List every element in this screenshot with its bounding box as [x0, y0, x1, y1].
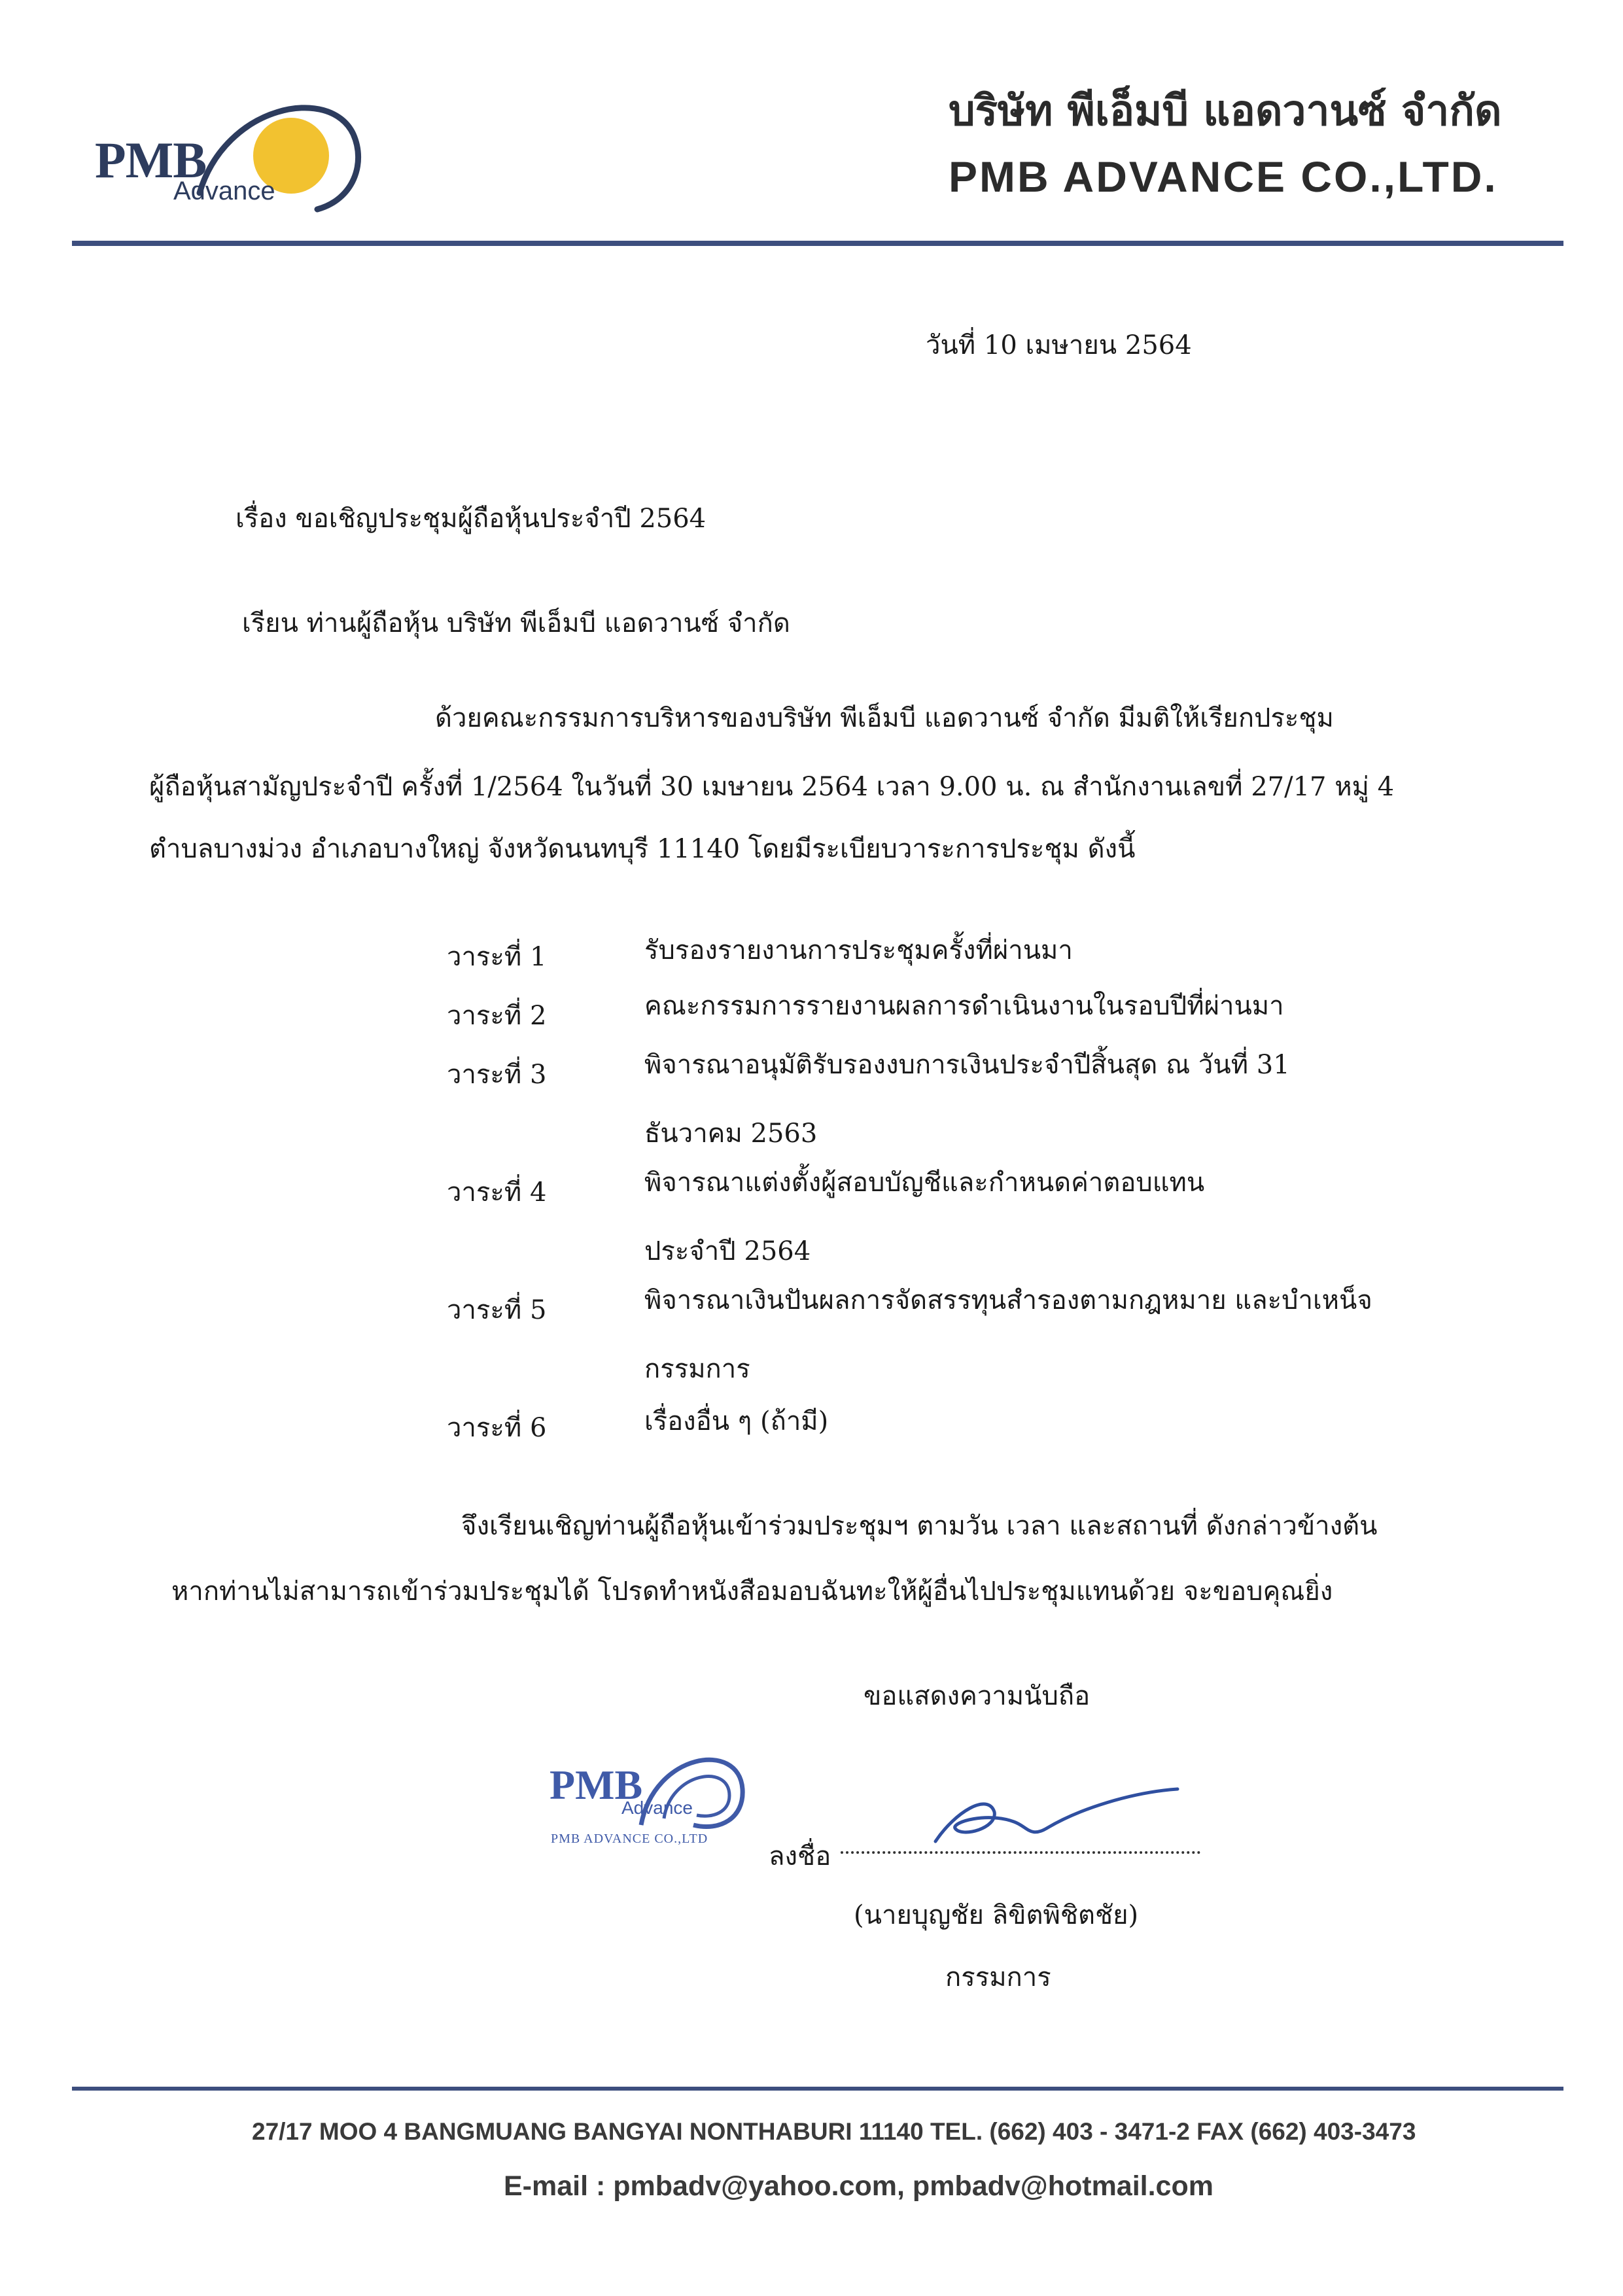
signature-label: ลงชื่อ — [769, 1841, 831, 1871]
logo-wordmark: PMB — [95, 131, 207, 188]
footer-email: E-mail : pmbadv@yahoo.com, pmbadv@hotmail.com — [504, 2170, 1213, 2202]
agenda-item-continued: กรรมการ — [644, 1354, 750, 1384]
agenda-number: วาระที่ 1 — [447, 942, 547, 972]
handwritten-signature — [916, 1766, 1191, 1851]
letter-subject: เรื่อง ขอเชิญประชุมผู้ถือหุ้นประจำปี 2564 — [236, 504, 707, 534]
agenda-item: พิจารณาเงินปันผลการจัดสรรทุนสำรองตามกฎหมาย และบำเหน็จ — [644, 1285, 1372, 1315]
agenda-item: พิจารณาอนุมัติรับรองงบการเงินประจำปีสิ้นสุด ณ วันที่ 31 — [644, 1050, 1290, 1080]
paragraph-line: หากท่านไม่สามารถเข้าร่วมประชุมได้ โปรดทำหนังสือมอบฉันทะให้ผู้อื่นไปประชุมแทนด้วย จะขอบคุณยิ่ง — [171, 1576, 1333, 1607]
agenda-item: รับรองรายงานการประชุมครั้งที่ผ่านมา — [644, 935, 1073, 965]
footer-address: 27/17 MOO 4 BANGMUANG BANGYAI NONTHABURI 11140 TEL. (662) 403 - 3471-2 FAX (662) 403-3473 — [252, 2118, 1416, 2145]
signature-line — [841, 1851, 1200, 1854]
agenda-number: วาระที่ 2 — [447, 1001, 547, 1031]
letter-salutation: เรียน ท่านผู้ถือหุ้น บริษัท พีเอ็มบี แอดวานซ์ จำกัด — [242, 608, 790, 638]
signer-name: (นายบุญชัย ลิขิตพิชิตชัย) — [854, 1900, 1139, 1930]
agenda-number: วาระที่ 4 — [447, 1177, 547, 1208]
company-name-thai: บริษัท พีเอ็มบี แอดวานซ์ จำกัด — [949, 87, 1502, 135]
agenda-number: วาระที่ 3 — [447, 1060, 547, 1090]
agenda-item: พิจารณาแต่งตั้งผู้สอบบัญชีและกำหนดค่าตอบแทน — [644, 1168, 1205, 1198]
paragraph-line: จึงเรียนเชิญท่านผู้ถือหุ้นเข้าร่วมประชุมฯ ตามวัน เวลา และสถานที่ ดังกล่าวข้างต้น — [461, 1511, 1378, 1541]
company-logo — [95, 78, 370, 216]
logo-subtitle: Advance — [173, 177, 275, 205]
seal-wordmark: PMB — [550, 1762, 643, 1808]
footer-divider — [72, 2087, 1563, 2091]
agenda-number: วาระที่ 5 — [447, 1295, 547, 1325]
agenda-item-continued: ธันวาคม 2563 — [644, 1119, 818, 1149]
signer-position: กรรมการ — [945, 1962, 1051, 1992]
header-divider — [72, 241, 1563, 246]
seal-subtitle: Advance — [621, 1798, 693, 1818]
company-seal — [543, 1727, 759, 1858]
company-name-english: PMB ADVANCE CO.,LTD. — [949, 152, 1498, 201]
paragraph-line: ด้วยคณะกรรมการบริหารของบริษัท พีเอ็มบี แอดวานซ์ จำกัด มีมติให้เรียกประชุม — [435, 703, 1334, 733]
closing-phrase: ขอแสดงความนับถือ — [864, 1681, 1091, 1711]
agenda-item: เรื่องอื่น ๆ (ถ้ามี) — [644, 1406, 829, 1436]
seal-company-name: PMB ADVANCE CO.,LTD — [551, 1832, 708, 1846]
paragraph-line: ผู้ถือหุ้นสามัญประจำปี ครั้งที่ 1/2564 ในวันที่ 30 เมษายน 2564 เวลา 9.00 น. ณ สำนักงานเลขที่ 27/17 หมู่ 4 — [149, 772, 1395, 802]
letter-date: วันที่ 10 เมษายน 2564 — [926, 330, 1192, 360]
agenda-item: คณะกรรมการรายงานผลการดำเนินงานในรอบปีที่ผ่านมา — [644, 991, 1284, 1021]
agenda-item-continued: ประจำปี 2564 — [644, 1236, 811, 1266]
agenda-number: วาระที่ 6 — [447, 1413, 547, 1443]
paragraph-line: ตำบลบางม่วง อำเภอบางใหญ่ จังหวัดนนทบุรี 11140 โดยมีระเบียบวาระการประชุม ดังนี้ — [149, 834, 1136, 864]
